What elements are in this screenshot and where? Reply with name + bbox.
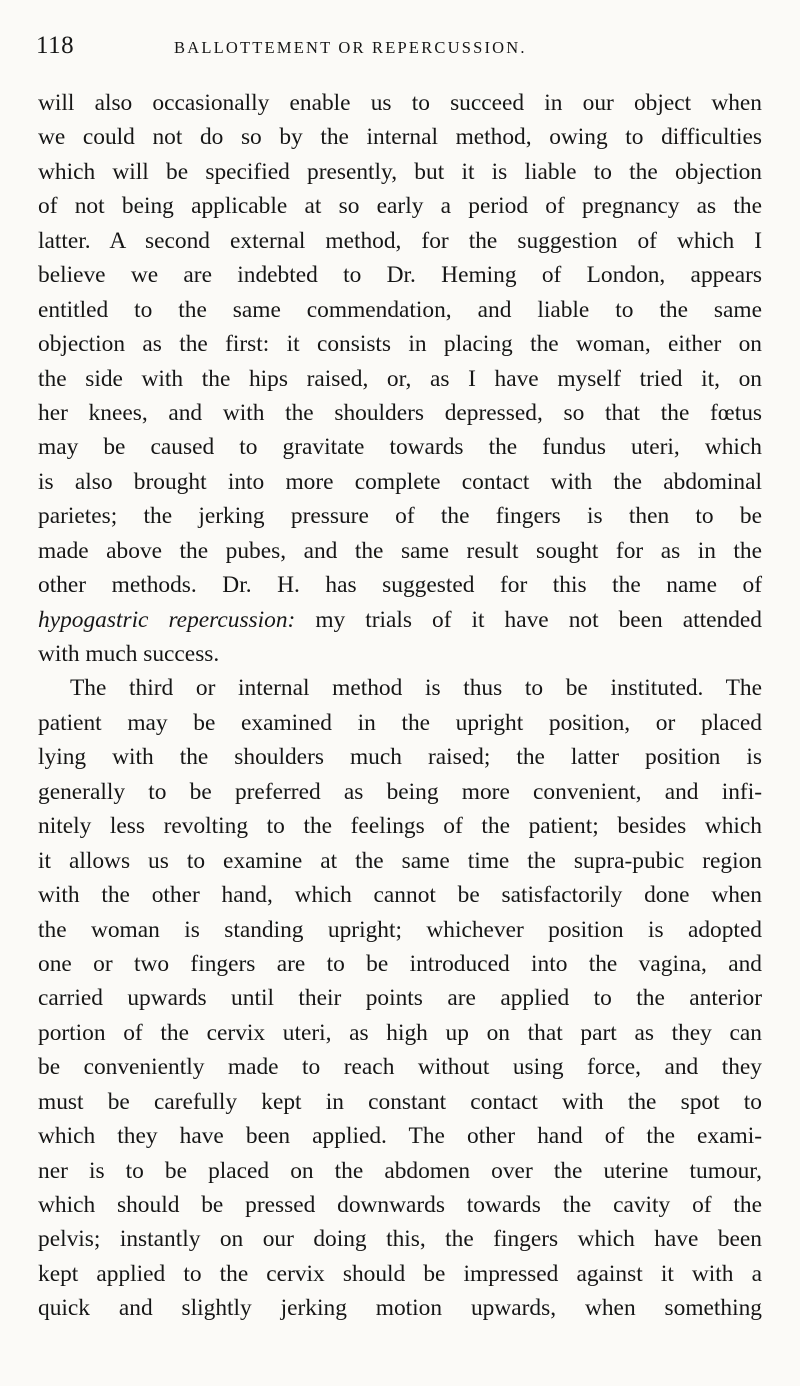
text-line: it allows us to examine at the same time the supra-pubic region: [38, 847, 762, 874]
text-line: be conveniently made to reach without using force, and they: [38, 1054, 762, 1081]
text-line: generally to be preferred as being more convenient, and infi-: [38, 778, 762, 805]
text-line: objection as the first: it consists in placing the woman, either on: [38, 331, 762, 358]
text-line: entitled to the same commendation, and liable to the same: [38, 296, 762, 323]
paragraph-end-line: with much success.: [38, 641, 220, 667]
text-line: latter. A second external method, for the suggestion of which I: [38, 227, 762, 254]
text-line-remainder: my trials of it have not been attended: [295, 606, 762, 633]
text-line: pelvis; instantly on our doing this, the fingers which have been: [38, 1226, 762, 1253]
text-line: the woman is standing upright; whichever position is adopted: [38, 916, 762, 943]
body-text: [38, 86, 762, 1326]
text-line: carried upwards until their points are applied to the anterior: [38, 985, 762, 1012]
text-line: other methods. Dr. H. has suggested for this the name of: [38, 572, 762, 599]
text-line: her knees, and with the shoulders depressed, so that the fœtus: [38, 399, 762, 426]
text-line: nitely less revolting to the feelings of the patient; besides which: [38, 813, 762, 840]
text-line: of not being applicable at so early a period of pregnancy as the: [38, 193, 762, 220]
text-line: which they have been applied. The other hand of the exami-: [38, 1123, 762, 1150]
text-line-mixed: [38, 603, 762, 637]
text-line: quick and slightly jerking motion upwards, when something: [38, 1295, 762, 1322]
text-line: the side with the hips raised, or, as I have myself tried it, on: [38, 365, 762, 392]
text-line: patient may be examined in the upright position, or placed: [38, 709, 762, 736]
page-number: 118: [36, 32, 75, 59]
text-line: parietes; the jerking pressure of the fingers is then to be: [38, 503, 762, 530]
text-line: ner is to be placed on the abdomen over the uterine tumour,: [38, 1157, 762, 1184]
running-title: BALLOTTEMENT OR REPERCUSSION.: [174, 38, 527, 57]
text-line: made above the pubes, and the same result sought for as in the: [38, 537, 762, 564]
text-line: believe we are indebted to Dr. Heming of London, appears: [38, 262, 762, 289]
paragraph-first-line: The third or internal method is thus to be instituted. The: [70, 675, 762, 702]
text-line: must be carefully kept in constant contact with the spot to: [38, 1088, 762, 1115]
text-line: one or two fingers are to be introduced into the vagina, and: [38, 950, 762, 977]
text-line: will also occasionally enable us to succeed in our object when: [38, 90, 762, 116]
text-line: may be caused to gravitate towards the fundus uteri, which: [38, 434, 762, 461]
running-head: [36, 28, 766, 68]
text-line: which will be specified presently, but it is liable to the objection: [38, 158, 762, 185]
text-line: we could not do so by the internal method, owing to difficulties: [38, 124, 762, 151]
text-line: which should be pressed downwards towards the cavity of the: [38, 1192, 762, 1218]
italic-term: hypogastric repercussion:: [38, 606, 296, 633]
text-line: kept applied to the cervix should be impressed against it with a: [38, 1260, 762, 1287]
text-line: portion of the cervix uteri, as high up on that part as they can: [38, 1019, 762, 1046]
text-line: lying with the shoulders much raised; the latter position is: [38, 744, 762, 771]
text-line: is also brought into more complete contact with the abdominal: [38, 468, 762, 495]
text-line: with the other hand, which cannot be satisfactorily done when: [38, 882, 762, 909]
